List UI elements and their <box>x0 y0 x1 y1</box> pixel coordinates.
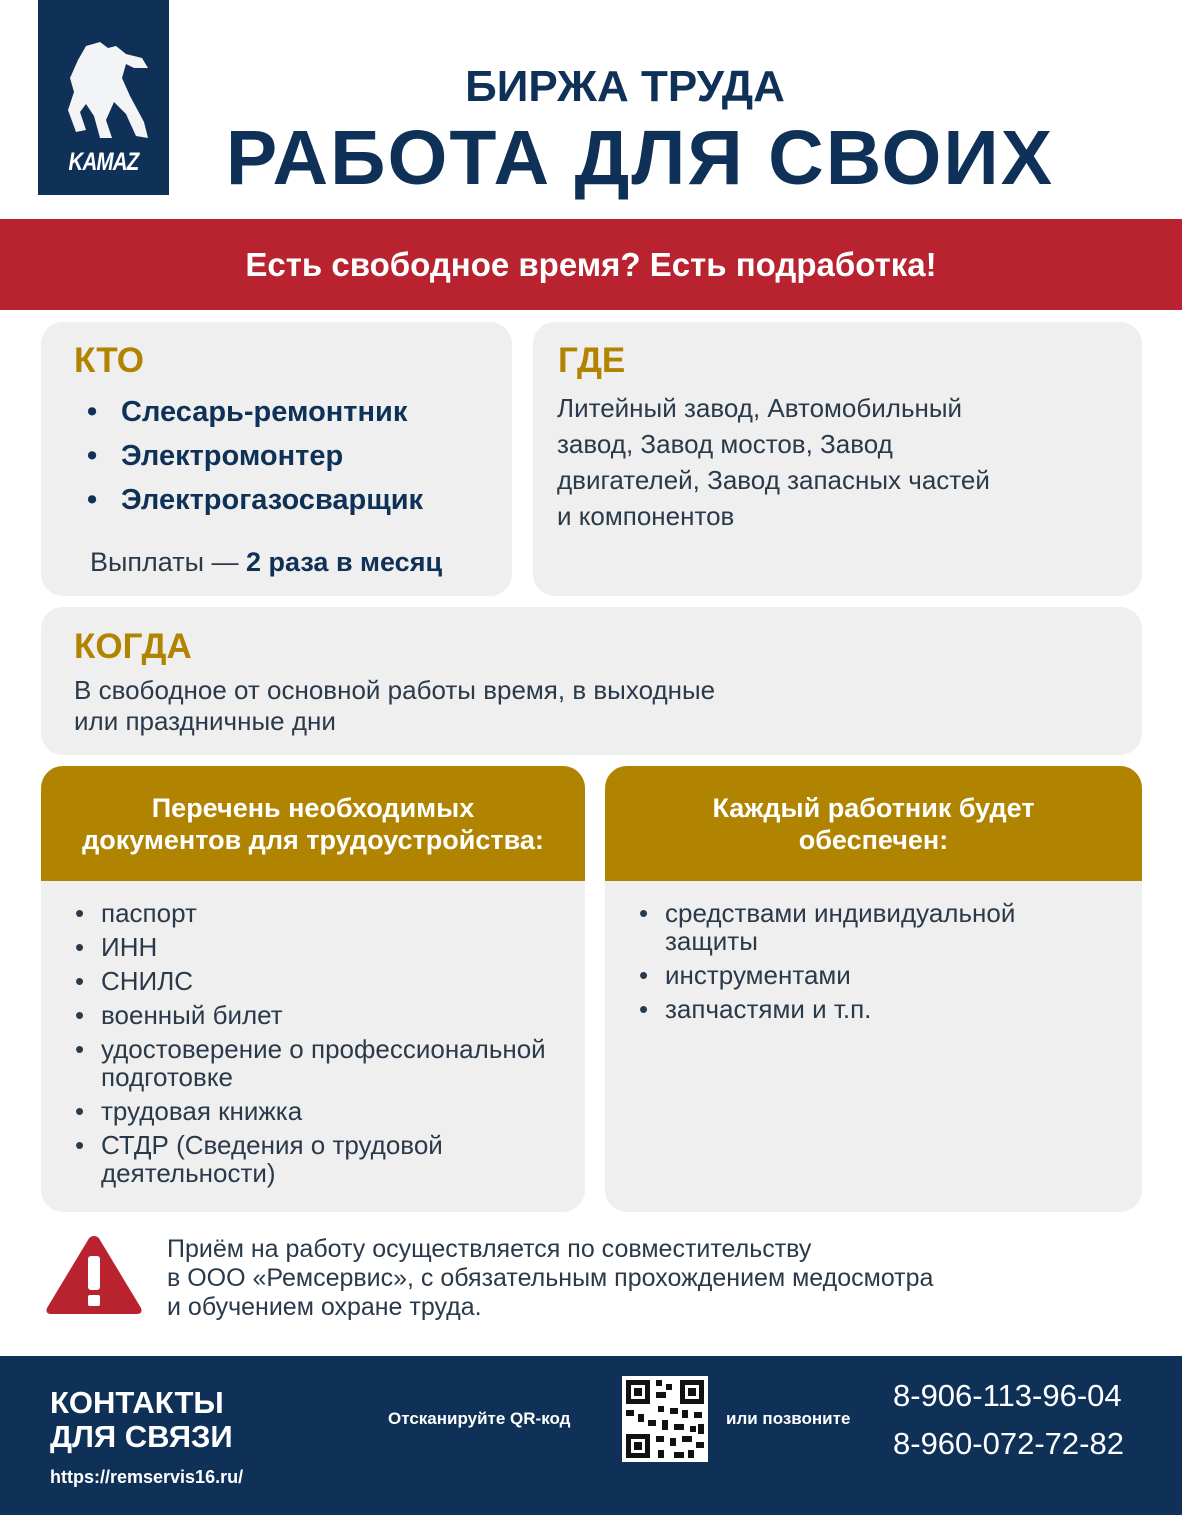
phone-link[interactable]: 8-960-072-72-82 <box>893 1426 1124 1461</box>
warning-line: в ООО «Ремсервис», с обязательным прохождением медосмотра <box>167 1264 934 1292</box>
list-item: • паспорт <box>41 899 585 927</box>
contacts-heading-line: КОНТАКТЫ <box>50 1385 224 1420</box>
list-item: • Электромонтер <box>79 434 423 478</box>
documents-card <box>41 766 585 1212</box>
list-item: • военный билет <box>41 1001 585 1029</box>
warning-line: и обучением охране труда. <box>167 1293 482 1321</box>
list-item-line: удостоверение о профессиональной <box>101 1034 546 1064</box>
list-item: • запчастями и т.п. <box>605 995 1142 1023</box>
documents-heading-line: Перечень необходимых <box>151 792 475 823</box>
documents-heading-line: документов для трудоустройства: <box>82 824 544 855</box>
list-item: • трудовая книжка <box>41 1097 585 1125</box>
warning-triangle-icon <box>44 1232 144 1323</box>
provided-card <box>605 766 1142 1212</box>
list-item-line: деятельности) <box>101 1158 276 1188</box>
page-title: РАБОТА ДЛЯ СВОИХ <box>225 115 1055 201</box>
logo-wordmark: KAMAZ <box>68 148 139 176</box>
provided-heading-line: Каждый работник будет <box>712 792 1035 823</box>
list-item: • ИНН <box>41 933 585 961</box>
kamaz-logo <box>38 0 169 195</box>
payments-value: 2 раза в месяц <box>246 547 443 577</box>
where-text <box>557 390 1127 534</box>
list-item-line: подготовке <box>101 1062 233 1092</box>
list-item <box>605 899 1142 955</box>
documents-list <box>41 899 585 1193</box>
scan-qr-label: Отсканируйте QR-код <box>388 1409 571 1428</box>
provided-heading-line: обеспечен: <box>798 824 949 855</box>
warning-line: Приём на работу осуществляется по совместительству <box>167 1235 812 1263</box>
promo-banner: Есть свободное время? Есть подработка! <box>0 219 1182 310</box>
list-item: • Слесарь-ремонтник <box>79 390 423 434</box>
list-item: • Электрогазосварщик <box>79 478 423 522</box>
when-text <box>74 675 715 737</box>
where-heading: ГДЕ <box>558 341 626 380</box>
payments-text <box>90 544 442 580</box>
when-card <box>41 607 1142 755</box>
where-line: Литейный завод, Автомобильный <box>557 393 963 423</box>
who-heading: КТО <box>74 341 144 380</box>
list-item-line: защиты <box>665 926 758 956</box>
when-line: или праздничные дни <box>74 706 336 736</box>
list-item-line: средствами индивидуальной <box>665 898 1016 928</box>
where-line: и компонентов <box>557 501 735 531</box>
when-line: В свободное от основной работы время, в выходные <box>74 675 716 705</box>
where-card <box>533 322 1142 596</box>
list-item <box>41 1131 585 1187</box>
warning-text <box>167 1235 1067 1322</box>
who-list <box>79 390 423 522</box>
where-line: двигателей, Завод запасных частей <box>557 465 990 495</box>
website-link[interactable]: https://remservis16.ru/ <box>50 1467 244 1487</box>
payments-label: Выплаты — <box>90 547 246 577</box>
contacts-heading-line: ДЛЯ СВЯЗИ <box>50 1419 233 1454</box>
documents-heading <box>41 766 585 881</box>
where-line: завод, Завод мостов, Завод <box>557 429 893 459</box>
list-item: • инструментами <box>605 961 1142 989</box>
who-card <box>41 322 512 596</box>
provided-heading <box>605 766 1142 881</box>
contacts-heading <box>50 1386 233 1454</box>
call-label: или позвоните <box>726 1409 851 1428</box>
when-heading: КОГДА <box>74 627 192 666</box>
list-item-line: СТДР (Сведения о трудовой <box>101 1130 443 1160</box>
list-item: • СНИЛС <box>41 967 585 995</box>
contacts-footer <box>0 1356 1182 1515</box>
page-subtitle: БИРЖА ТРУДА <box>465 62 785 111</box>
phone-link[interactable]: 8-906-113-96-04 <box>893 1378 1122 1413</box>
horse-icon <box>56 38 151 143</box>
qr-code-icon[interactable] <box>622 1376 708 1462</box>
provided-list <box>605 899 1142 1029</box>
list-item <box>41 1035 585 1091</box>
